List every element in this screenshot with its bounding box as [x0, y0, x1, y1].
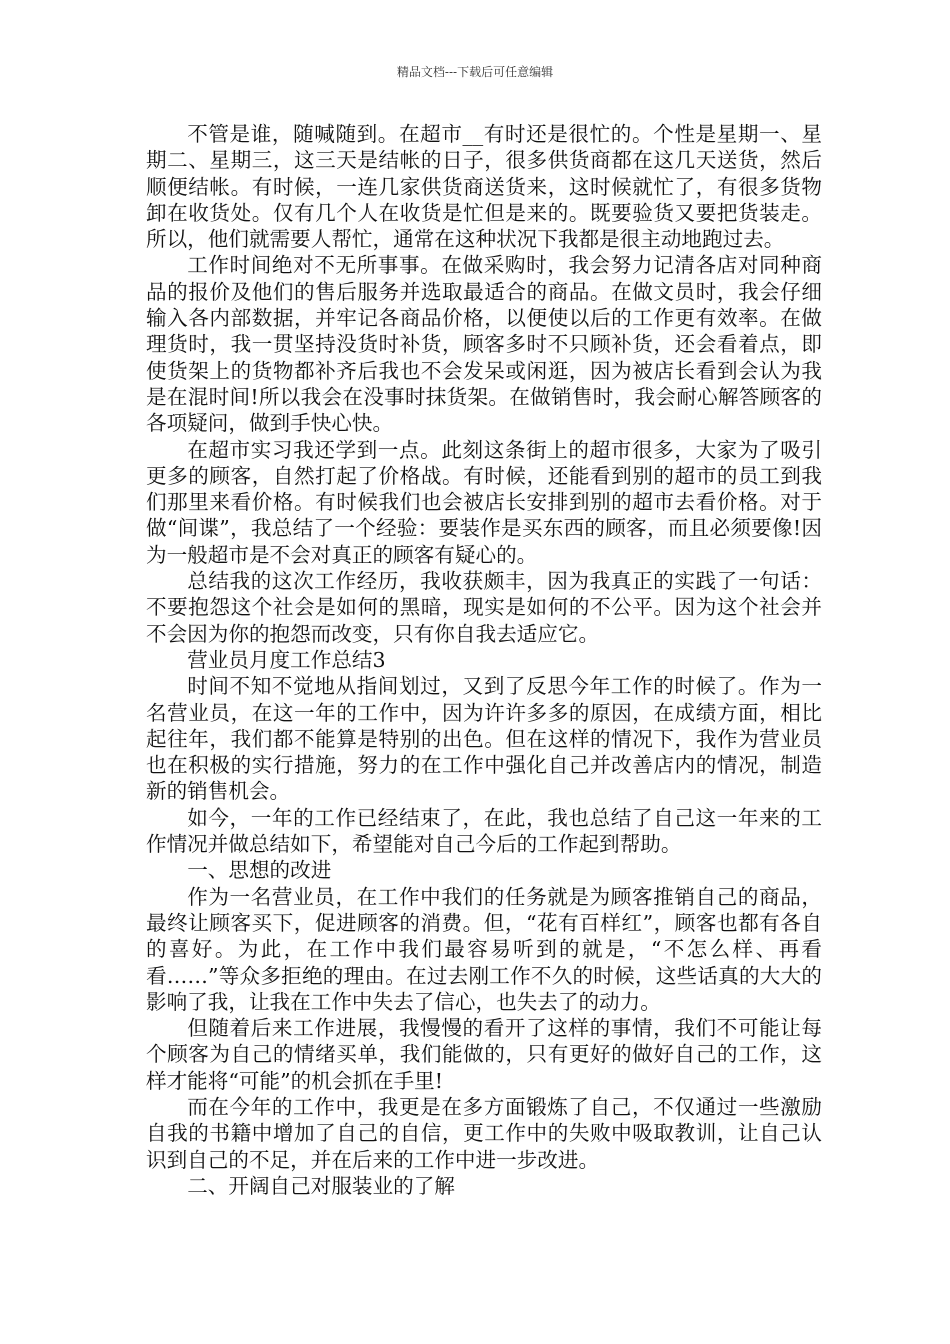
- section-heading: 一、思想的改进: [187, 858, 332, 883]
- paragraph: 在超市实习我还学到一点。此刻这条街上的超市很多，大家为了吸引更多的顾客，自然打起了价格战。有时候，还能看到别的超市的员工到我们那里来看价格。有时候我们也会被店长安排到别的超市去看价格。对于做“间谍”，我总结了一个经验：要装作是买东西的顾客，而且必须要像!因为一般超市是不会对真正的顾客有疑心的。: [146, 437, 822, 567]
- paragraph: 如今，一年的工作已经结束了，在此，我也总结了自己这一年来的工作情况并做总结如下，希望能对自己今后的工作起到帮助。: [146, 805, 822, 857]
- paragraph: 工作时间绝对不无所事事。在做采购时，我会努力记清各店对同种商品的报价及他们的售后服务并选取最适合的商品。在做文员时，我会仔细输入各内部数据，并牢记各商品价格，以便使以后的工作更有效率。在做理货时，我一贯坚持没货时补货，顾客多时不只顾补货，还会看着点，即使货架上的货物都补齐后我也不会发呆或闲逛，因为被店长看到会认为我是在混时间!所以我会在没事时抹货架。在做销售时，我会耐心解答顾客的各项疑问，做到手快心快。: [146, 253, 822, 436]
- paragraph: 而在今年的工作中，我更是在多方面锻炼了自己，不仅通过一些激励自我的书籍中增加了自己的自信，更工作中的失败中吸取教训，让自己认识到自己的不足，并在后来的工作中进一步改进。: [146, 1094, 822, 1172]
- paragraph: 不管是谁，随喊随到。在超市__有时还是很忙的。个性是星期一、星期二、星期三，这三天是结帐的日子，很多供货商都在这几天送货，然后顺便结帐。有时候，一连几家供货商送货来，这时候就忙了，有很多货物卸在收货处。仅有几个人在收货是忙但是来的。既要验货又要把货装走。所以，他们就需要人帮忙，通常在这种状况下我都是很主动地跑过去。: [146, 122, 822, 252]
- paragraph: 作为一名营业员，在工作中我们的任务就是为顾客推销自己的商品，最终让顾客买下，促进顾客的消费。但，“花有百样红”，顾客也都有各自的喜好。为此，在工作中我们最容易听到的就是，“不怎么样、再看看……”等众多拒绝的理由。在过去刚工作不久的时候，这些话真的大大的影响了我，让我在工作中失去了信心，也失去了的动力。: [146, 884, 822, 1014]
- paragraph: 总结我的这次工作经历，我收获颇丰，因为我真正的实践了一句话：不要抱怨这个社会是如何的黑暗，现实是如何的不公平。因为这个社会并不会因为你的抱怨而改变，只有你自我去适应它。: [146, 569, 822, 646]
- paragraph: 时间不知不觉地从指间划过，又到了反思今年工作的时候了。作为一名营业员，在这一年的工作中，因为许许多多的原因，在成绩方面，相比起往年，我们都不能算是特别的出色。但在这样的情况下，我作为营业员也在积极的实行措施，努力的在工作中强化自己并改善店内的情况，制造新的销售机会。: [146, 674, 822, 804]
- document-body: [146, 121, 822, 1199]
- section-heading: 二、开阔自己对服装业的了解: [187, 1173, 455, 1198]
- section-title: 营业员月度工作总结3: [187, 647, 386, 672]
- page-header: 精品文档---下载后可任意编辑: [396, 65, 554, 79]
- paragraph: 但随着后来工作进展，我慢慢的看开了这样的事情，我们不可能让每个顾客为自己的情绪买单，我们能做的，只有更好的做好自己的工作，这样才能将“可能”的机会抓在手里!: [146, 1016, 822, 1093]
